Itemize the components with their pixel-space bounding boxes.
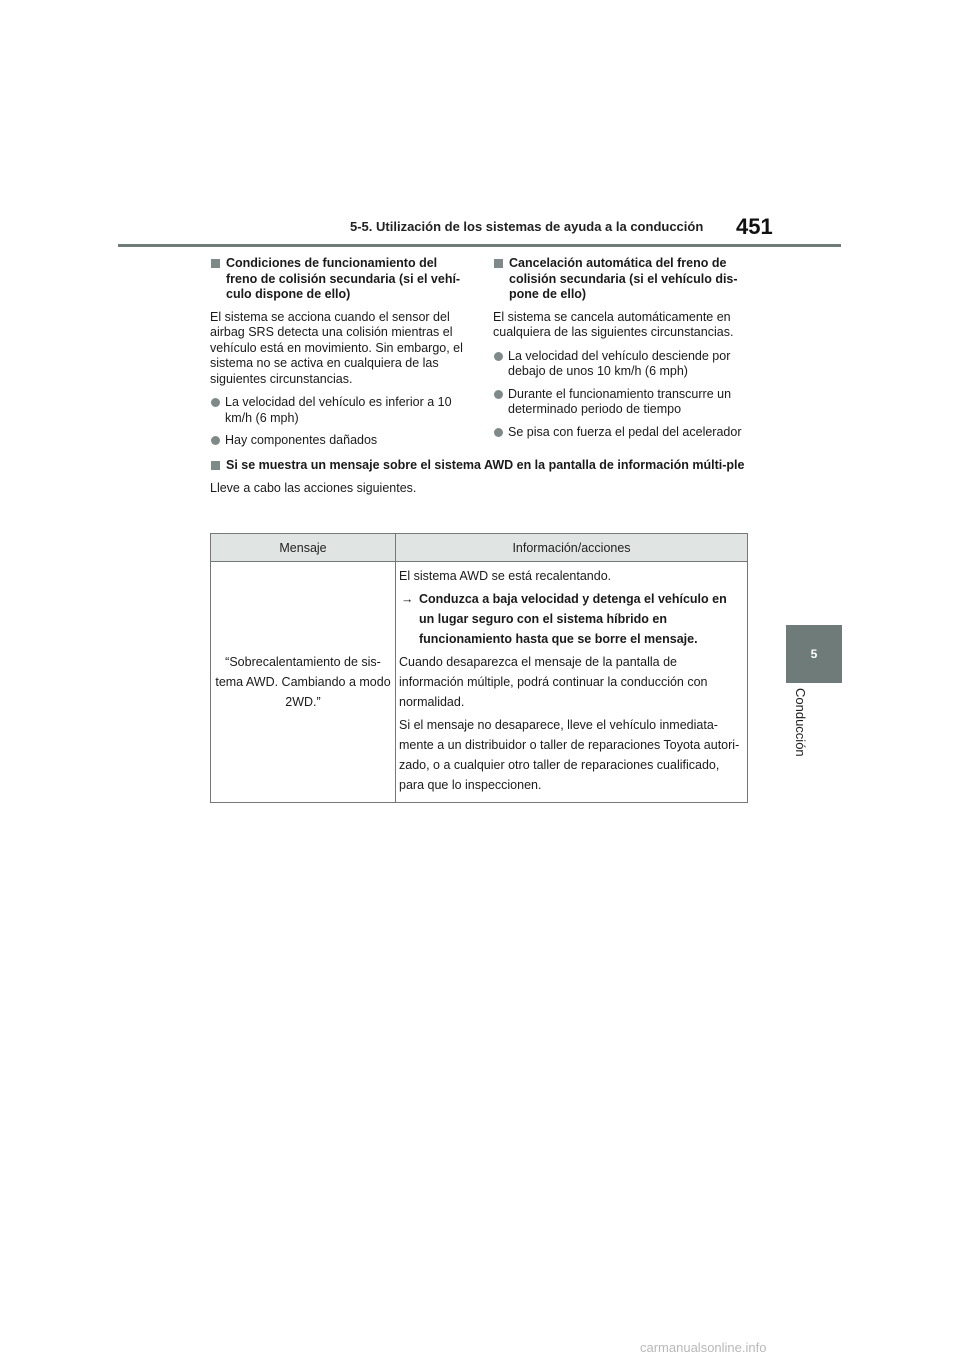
left-column	[210, 256, 468, 456]
arrow-right-icon: →	[401, 592, 414, 606]
info-after-2: Si el mensaje no desaparece, lleve el vehículo inmediata-mente a un distribuidor o taller de reparaciones Toyota autori-zado, o a cualquier otro taller de reparaciones cualificado, para que lo inspeccionen.	[399, 718, 740, 792]
right-paragraph: El sistema se cancela automáticamente en cualquiera de las siguientes circunstancias.	[493, 309, 734, 339]
bullet-text: Durante el funcionamiento transcurre un determinado periodo de tiempo	[508, 386, 732, 416]
table-row	[211, 562, 748, 803]
right-column	[493, 256, 755, 447]
bullet-text: La velocidad del vehículo desciende por debajo de unos 10 km/h (6 mph)	[508, 348, 731, 378]
list-item	[493, 387, 755, 418]
list-item	[493, 425, 755, 441]
awd-message-table	[210, 533, 748, 803]
awd-heading	[210, 458, 755, 474]
list-item	[493, 349, 755, 380]
right-heading	[493, 256, 755, 303]
chapter-number: 5	[810, 647, 818, 661]
column-header-info: Información/acciones	[396, 534, 748, 562]
bullet-text: Se pisa con fuerza el pedal del acelerador	[508, 424, 742, 439]
info-after-1: Cuando desaparezca el mensaje de la pantalla de información múltiple, podrá continuar la conducción con normalidad.	[399, 655, 708, 709]
square-bullet-icon	[211, 461, 220, 470]
right-heading-text: Cancelación automática del freno de colisión secundaria (si el vehículo dis-pone de ello)	[509, 256, 738, 301]
list-item	[210, 395, 468, 426]
page-number: 451	[736, 214, 773, 239]
bullet-text: La velocidad del vehículo es inferior a 10 km/h (6 mph)	[225, 395, 452, 425]
square-bullet-icon	[494, 259, 503, 268]
square-bullet-icon	[211, 259, 220, 268]
action-text: Conduzca a baja velocidad y detenga el vehículo en un lugar seguro con el sistema híbrido en funcionamiento hasta que se borre el mensaje.	[419, 592, 727, 646]
list-item	[210, 433, 468, 449]
message-cell: “Sobrecalentamiento de sis-tema AWD. Cambiando a modo 2WD.”	[211, 562, 396, 803]
watermark: carmanualsonline.info	[640, 1340, 767, 1355]
chapter-tab[interactable]	[786, 625, 842, 683]
bullet-text: Hay componentes dañados	[225, 433, 378, 447]
info-intro: El sistema AWD se está recalentando.	[399, 569, 612, 583]
awd-heading-text: Si se muestra un mensaje sobre el sistema AWD en la pantalla de información múlti-ple	[226, 458, 745, 472]
round-bullet-icon	[494, 390, 503, 399]
round-bullet-icon	[211, 436, 220, 445]
left-paragraph: El sistema se acciona cuando el sensor del airbag SRS detecta una colisión mientras el vehículo está en movimiento. Sin embargo, el sistema no se activa en cualquiera de las siguientes circunstancias.	[210, 309, 463, 386]
chapter-label: Conducción	[793, 688, 808, 757]
left-heading-text: Condiciones de funcionamiento del freno de colisión secundaria (si el vehí-culo dispone de ello)	[226, 256, 461, 301]
section-title: 5-5. Utilización de los sistemas de ayuda a la conducción	[350, 219, 704, 234]
table-header-row	[211, 534, 748, 562]
round-bullet-icon	[494, 428, 503, 437]
info-cell	[396, 562, 748, 803]
round-bullet-icon	[494, 352, 503, 361]
action-line	[399, 589, 741, 649]
awd-paragraph: Lleve a cabo las acciones siguientes.	[210, 480, 417, 495]
awd-section	[210, 458, 755, 504]
column-header-message: Mensaje	[211, 534, 396, 562]
header-rule	[118, 244, 841, 247]
round-bullet-icon	[211, 398, 220, 407]
left-heading	[210, 256, 468, 303]
